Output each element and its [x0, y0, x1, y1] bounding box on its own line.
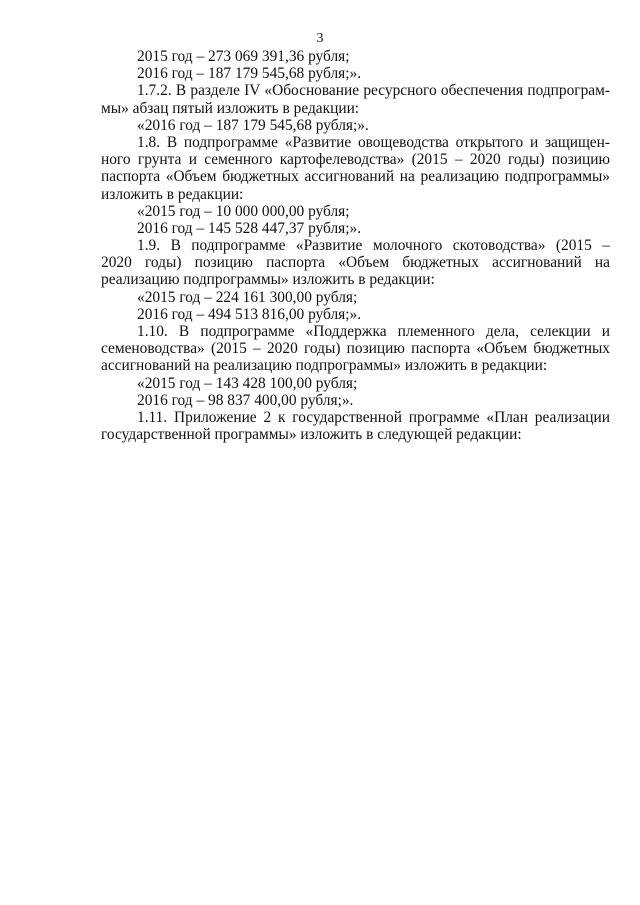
text-line: 1.8. В подпрограмме «Развитие овощеводства открытого и защищен- [137, 133, 610, 151]
text-line: реализацию подпрограммы» изложить в редакции: [101, 271, 435, 289]
text-line: 2016 год – 494 513 816,00 рубля;». [137, 305, 362, 323]
document-body [101, 48, 610, 443]
text-line: «2016 год – 187 179 545,68 рубля;». [137, 116, 369, 134]
text-line: 2016 год – 98 837 400,00 рубля;». [137, 391, 354, 409]
text-line: 2016 год – 187 179 545,68 рубля;». [137, 65, 362, 83]
text-line: мы» абзац пятый изложить в редакции: [101, 99, 360, 117]
text-line: 2020 годы) позицию паспорта «Объем бюджетных ассигнований на [101, 254, 610, 272]
text-line: «2015 год – 143 428 100,00 рубля; [137, 374, 358, 392]
text-line: изложить в редакции: [101, 185, 244, 203]
text-line: ассигнований на реализацию подпрограммы» изложить в редакции: [101, 357, 548, 375]
text-line: паспорта «Объем бюджетных ассигнований на реализацию подпрограммы» [101, 168, 610, 186]
text-line: государственной программы» изложить в следующей редакции: [101, 426, 522, 444]
text-line: 1.7.2. В разделе IV «Обоснование ресурсного обеспечения подпрограм- [137, 82, 610, 100]
text-line: 1.10. В подпрограмме «Поддержка племенного дела, селекции и [137, 323, 610, 340]
text-line: 1.11. Приложение 2 к государственной программе «План реализации [137, 408, 610, 426]
text-line: «2015 год – 10 000 000,00 рубля; [137, 202, 350, 220]
text-line: 1.9. В подпрограмме «Развитие молочного скотоводства» (2015 – [137, 237, 610, 255]
text-line: 2015 год – 273 069 391,36 рубля; [137, 48, 350, 65]
text-line: ного грунта и семенного картофелеводства» (2015 – 2020 годы) позицию [101, 151, 610, 169]
text-line: семеноводства» (2015 – 2020 годы) позицию паспорта «Объем бюджетных [101, 340, 610, 358]
page-number: 3 [316, 31, 324, 46]
text-line: «2015 год – 224 161 300,00 рубля; [137, 288, 358, 306]
text-line: 2016 год – 145 528 447,37 рубля;». [137, 219, 362, 237]
